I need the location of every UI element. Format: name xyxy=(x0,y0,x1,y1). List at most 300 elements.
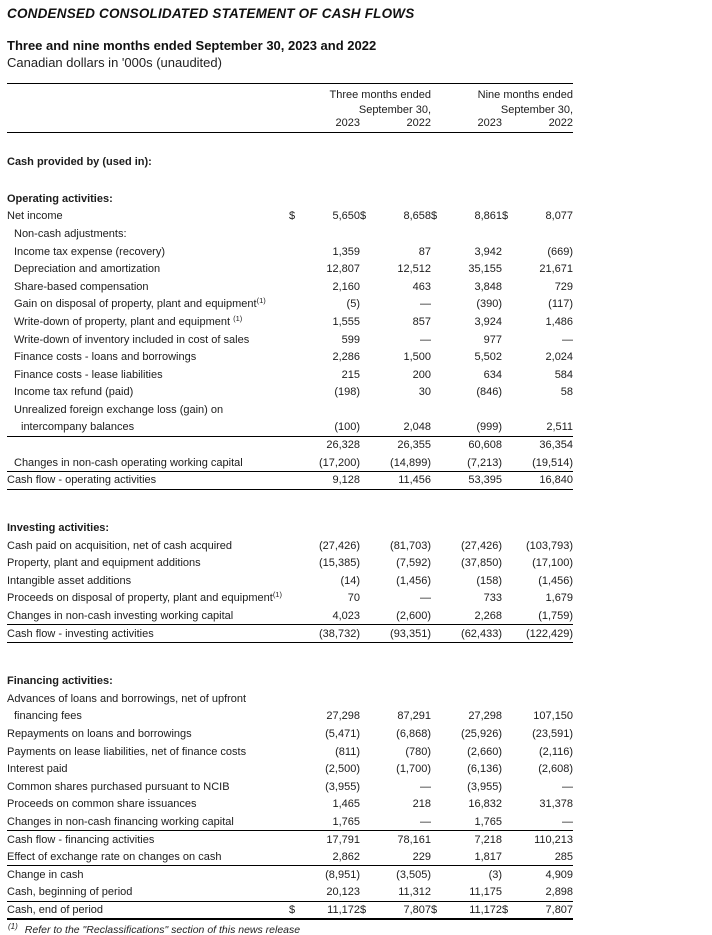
cell-value: 11,175 xyxy=(469,886,503,899)
row-label: Cash flow - financing activities xyxy=(7,831,289,849)
cell-value: 9,128 xyxy=(303,472,360,490)
currency-symbol xyxy=(289,190,303,208)
currency-symbol xyxy=(431,348,445,366)
cell-value: (3,955) xyxy=(325,780,360,793)
cell-value xyxy=(445,154,502,172)
cell-value xyxy=(374,519,431,537)
cell-value: (81,703) xyxy=(390,539,432,552)
currency-symbol xyxy=(431,848,445,866)
currency-symbol xyxy=(431,866,445,884)
cell-value: (5) xyxy=(346,298,360,311)
cell-value: (390) xyxy=(476,298,503,311)
footnote-ref: (1) xyxy=(272,590,282,600)
cell-value: 8,658 xyxy=(403,210,432,223)
row-label: Common shares purchased pursuant to NCIB xyxy=(7,780,230,793)
cell-value: 218 xyxy=(412,798,432,811)
currency-symbol xyxy=(431,436,445,454)
currency-symbol xyxy=(289,607,303,625)
currency-symbol xyxy=(289,419,303,437)
currency-symbol xyxy=(289,278,303,296)
currency-symbol xyxy=(502,625,516,643)
row-label: Write-down of property, plant and equipment $^{(1)}$ xyxy=(14,314,243,329)
row-label: intercompany balances xyxy=(21,421,135,434)
cell-value: 584 xyxy=(554,368,574,381)
currency-symbol xyxy=(502,384,516,402)
currency-symbol xyxy=(289,625,303,643)
cell-value xyxy=(516,672,573,690)
currency-symbol xyxy=(502,537,516,555)
currency-symbol xyxy=(289,296,303,314)
currency-symbol xyxy=(289,366,303,384)
cell-value: (27,426) xyxy=(319,539,360,552)
currency-symbol: $ xyxy=(431,901,445,919)
currency-symbol xyxy=(502,454,516,472)
currency-symbol xyxy=(360,625,374,643)
currency-symbol xyxy=(289,401,303,419)
table-row xyxy=(7,472,573,490)
row-label: Cash flow - investing activities xyxy=(7,625,289,643)
cell-value: — xyxy=(420,592,432,605)
currency-symbol xyxy=(289,243,303,261)
currency-symbol: $ xyxy=(502,210,509,223)
cell-value: 463 xyxy=(412,280,432,293)
currency-symbol xyxy=(360,831,374,849)
table-row xyxy=(7,436,573,454)
cell-value: 107,150 xyxy=(533,710,574,723)
currency-symbol xyxy=(502,725,516,743)
cell-value: (1,700) xyxy=(396,763,432,776)
currency-symbol xyxy=(360,384,374,402)
cell-value: (19,514) xyxy=(532,456,574,469)
year-header-2023-9m: 2023 xyxy=(445,116,502,133)
cell-value: (25,926) xyxy=(461,727,503,740)
cell-value: — xyxy=(562,815,574,828)
cell-value xyxy=(516,519,573,537)
currency-symbol xyxy=(360,243,374,261)
currency-symbol xyxy=(360,401,374,419)
currency-symbol xyxy=(360,672,374,690)
table-row xyxy=(7,778,573,796)
row-label: Cash flow - operating activities xyxy=(7,472,289,490)
header-years-row xyxy=(7,116,573,133)
currency-symbol xyxy=(360,883,374,901)
cell-value: (37,850) xyxy=(461,557,503,570)
cell-value xyxy=(374,154,431,172)
currency-symbol xyxy=(431,225,445,243)
currency-symbol xyxy=(360,607,374,625)
currency-symbol xyxy=(502,348,516,366)
cell-value: (2,660) xyxy=(467,745,503,758)
spacer-row xyxy=(7,489,573,519)
table-row xyxy=(7,331,573,349)
currency-symbol xyxy=(289,848,303,866)
currency-symbol xyxy=(360,260,374,278)
table-row xyxy=(7,590,573,608)
cell-value xyxy=(374,690,431,708)
currency-symbol xyxy=(289,831,303,849)
currency-symbol xyxy=(502,831,516,849)
year-header-2023-q3: 2023 xyxy=(303,116,360,133)
cell-value: 110,213 xyxy=(516,831,573,849)
currency-symbol xyxy=(289,436,303,454)
cell-value: — xyxy=(562,333,574,346)
cell-value: (6,136) xyxy=(467,763,503,776)
cell-value: 2,898 xyxy=(545,886,574,899)
currency-symbol xyxy=(431,831,445,849)
currency-symbol xyxy=(502,572,516,590)
cell-value xyxy=(445,690,502,708)
spacer-cell xyxy=(7,489,573,519)
currency-symbol xyxy=(289,313,303,331)
cell-value: — xyxy=(420,815,432,828)
currency-symbol: $ xyxy=(431,210,438,223)
cell-value: 8,861 xyxy=(474,210,503,223)
currency-symbol xyxy=(502,743,516,761)
currency-symbol xyxy=(360,554,374,572)
cell-value: (198) xyxy=(334,386,360,399)
cell-value: (811) xyxy=(335,745,360,758)
cell-value: (14) xyxy=(340,574,360,587)
table-row xyxy=(7,454,573,472)
cell-value: (3,505) xyxy=(374,866,431,884)
cell-value: 16,840 xyxy=(516,472,573,490)
spacer-cell xyxy=(7,642,573,672)
row-label: Cash, beginning of period xyxy=(7,886,133,899)
cell-value xyxy=(516,154,573,172)
currency-symbol xyxy=(360,154,374,172)
cell-value: (3,955) xyxy=(467,780,503,793)
table-row xyxy=(7,690,573,708)
spacer-row xyxy=(7,171,573,190)
cell-value: 3,942 xyxy=(474,245,503,258)
table-row xyxy=(7,572,573,590)
cell-value: 12,512 xyxy=(397,263,432,276)
cell-value: 87,291 xyxy=(397,710,432,723)
cell-value: 4,023 xyxy=(332,609,360,622)
table-row xyxy=(7,384,573,402)
currency-symbol xyxy=(502,607,516,625)
cell-value: 11,312 xyxy=(398,886,432,899)
row-label: Income tax expense (recovery) xyxy=(14,245,166,258)
cell-value: (7,213) xyxy=(467,456,503,469)
row-label: Proceeds on disposal of property, plant and equipment$^{(1)}$ xyxy=(7,590,282,605)
cell-value: 2,048 xyxy=(403,421,432,434)
table-row xyxy=(7,208,573,226)
year-header-2022-q3: 2022 xyxy=(374,116,431,133)
table-row xyxy=(7,607,573,625)
currency-symbol xyxy=(502,313,516,331)
currency-symbol xyxy=(360,331,374,349)
row-label: Effect of exchange rate on changes on cash xyxy=(7,850,222,863)
currency-symbol xyxy=(431,366,445,384)
spacer-row xyxy=(7,642,573,672)
row-label: Interest paid xyxy=(7,763,68,776)
currency-symbol: $ xyxy=(360,210,367,223)
currency-symbol xyxy=(431,672,445,690)
row-label: Proceeds on common share issuances xyxy=(7,798,197,811)
currency-symbol xyxy=(289,883,303,901)
row-label: Investing activities: xyxy=(7,521,110,534)
cell-value xyxy=(445,190,502,208)
cell-value: 8,077 xyxy=(545,210,574,223)
cell-value: (122,429) xyxy=(516,625,573,643)
section-row xyxy=(7,672,573,690)
cell-value: (3) xyxy=(445,866,502,884)
currency-symbol xyxy=(289,690,303,708)
table-row xyxy=(7,883,573,901)
cell-value: 20,123 xyxy=(326,886,360,899)
table-row xyxy=(7,401,573,419)
cell-value xyxy=(303,519,360,537)
currency-symbol xyxy=(360,313,374,331)
table-row xyxy=(7,366,573,384)
currency-symbol xyxy=(502,760,516,778)
cell-value: (17,200) xyxy=(319,456,360,469)
currency-symbol xyxy=(502,813,516,831)
cell-value: 78,161 xyxy=(374,831,431,849)
cell-value: (2,608) xyxy=(538,763,574,776)
row-label: Cash paid on acquisition, net of cash acquired xyxy=(7,539,233,552)
currency-symbol xyxy=(502,243,516,261)
table-row xyxy=(7,278,573,296)
currency-symbol xyxy=(360,725,374,743)
cell-value: 11,456 xyxy=(374,472,431,490)
cell-value: 1,359 xyxy=(332,245,360,258)
cell-value: (15,385) xyxy=(319,557,360,570)
year-header-2022-9m: 2022 xyxy=(516,116,573,133)
cell-value: (27,426) xyxy=(461,539,503,552)
currency-symbol: $ xyxy=(289,210,296,223)
table-row xyxy=(7,260,573,278)
cash-flow-table xyxy=(7,83,573,920)
header-spacer-cell xyxy=(502,116,516,133)
currency-symbol xyxy=(360,190,374,208)
currency-symbol xyxy=(360,454,374,472)
cell-value: (669) xyxy=(547,245,574,258)
header-spacer-cell xyxy=(289,116,303,133)
currency-symbol xyxy=(289,796,303,814)
currency-symbol xyxy=(289,454,303,472)
cell-value xyxy=(445,519,502,537)
table-row xyxy=(7,419,573,437)
currency-symbol xyxy=(360,366,374,384)
currency-symbol xyxy=(431,607,445,625)
currency-symbol xyxy=(502,225,516,243)
currency-symbol xyxy=(502,260,516,278)
row-label: Finance costs - loans and borrowings xyxy=(14,351,197,364)
currency-symbol xyxy=(289,813,303,831)
spacer-cell xyxy=(7,171,573,190)
table-row xyxy=(7,848,573,866)
cell-value: (100) xyxy=(334,421,360,434)
currency-symbol xyxy=(431,401,445,419)
footnote-ref: (1) xyxy=(256,296,266,306)
currency-symbol xyxy=(289,472,303,490)
currency-symbol xyxy=(502,190,516,208)
spacer-cell xyxy=(7,133,573,154)
cell-value: (1,456) xyxy=(538,574,574,587)
cell-value: 200 xyxy=(412,368,432,381)
currency-symbol xyxy=(431,796,445,814)
currency-symbol xyxy=(360,537,374,555)
cell-value: (93,351) xyxy=(374,625,431,643)
cell-value: (2,600) xyxy=(396,609,432,622)
cell-value: (62,433) xyxy=(445,625,502,643)
currency-symbol xyxy=(431,260,445,278)
table-row xyxy=(7,625,573,643)
cell-value: 3,924 xyxy=(474,316,503,329)
page-title: CONDENSED CONSOLIDATED STATEMENT OF CASH FLOWS xyxy=(7,6,415,21)
table-row xyxy=(7,313,573,331)
currency-symbol xyxy=(289,331,303,349)
currency-symbol xyxy=(360,572,374,590)
cell-value: 2,160 xyxy=(332,280,360,293)
cell-value: 733 xyxy=(483,592,503,605)
footnote-marker: (1) xyxy=(8,921,18,931)
cell-value: 1,500 xyxy=(403,351,432,364)
cell-value: 1,765 xyxy=(474,815,503,828)
currency-symbol xyxy=(502,331,516,349)
cell-value: (158) xyxy=(476,574,503,587)
currency-symbol xyxy=(502,296,516,314)
row-label: Payments on lease liabilities, net of finance costs xyxy=(7,745,247,758)
cell-value: 11,172 xyxy=(303,901,360,919)
currency-symbol xyxy=(431,743,445,761)
currency-symbol xyxy=(360,743,374,761)
cell-value: 2,511 xyxy=(546,421,574,434)
cell-value: (1,759) xyxy=(538,609,574,622)
cell-value: 977 xyxy=(483,333,503,346)
cell-value: 26,355 xyxy=(374,436,431,454)
table-row xyxy=(7,760,573,778)
currency-symbol xyxy=(431,419,445,437)
currency-symbol xyxy=(360,848,374,866)
cell-value: 2,268 xyxy=(474,609,503,622)
cell-value: 1,555 xyxy=(332,316,360,329)
currency-symbol xyxy=(431,278,445,296)
header-spacer-cell xyxy=(360,116,374,133)
currency-symbol xyxy=(289,743,303,761)
cell-value: 599 xyxy=(341,333,360,346)
row-label: Operating activities: xyxy=(7,192,113,205)
currency-symbol xyxy=(431,625,445,643)
cell-value: 53,395 xyxy=(445,472,502,490)
currency-symbol xyxy=(431,554,445,572)
cell-value: 729 xyxy=(554,280,574,293)
cell-value xyxy=(303,672,360,690)
cell-value: 5,650 xyxy=(332,210,360,223)
header-group-row-1 xyxy=(7,84,573,101)
footnote-text: Refer to the "Reclassifications" section of this news release xyxy=(24,923,301,935)
cell-value: 1,486 xyxy=(545,316,574,329)
cell-value: (846) xyxy=(476,386,503,399)
cell-value: 1,679 xyxy=(545,592,574,605)
currency-symbol xyxy=(360,278,374,296)
currency-symbol xyxy=(431,708,445,726)
row-label: Income tax refund (paid) xyxy=(14,386,134,399)
currency-symbol xyxy=(502,796,516,814)
cell-value: (2,500) xyxy=(325,763,360,776)
section-row xyxy=(7,519,573,537)
header-spacer-cell xyxy=(7,101,289,116)
currency-symbol xyxy=(431,778,445,796)
currency-unit-note: Canadian dollars in '000s (unaudited) xyxy=(7,55,222,70)
currency-symbol xyxy=(289,572,303,590)
cell-value xyxy=(303,190,360,208)
cell-value: 3,848 xyxy=(474,280,503,293)
currency-symbol xyxy=(289,708,303,726)
currency-symbol xyxy=(431,331,445,349)
cell-value: 7,807 xyxy=(374,901,431,919)
cell-value: 87 xyxy=(418,245,432,258)
currency-symbol xyxy=(502,401,516,419)
cell-value: 11,172 xyxy=(445,901,502,919)
currency-symbol xyxy=(431,154,445,172)
row-label: Non-cash adjustments: xyxy=(14,228,127,241)
currency-symbol xyxy=(360,590,374,608)
currency-symbol xyxy=(289,519,303,537)
cell-value: 7,218 xyxy=(445,831,502,849)
col-header-period-2: September 30, xyxy=(500,103,574,116)
cell-value xyxy=(516,690,573,708)
row-label: Share-based compensation xyxy=(14,280,149,293)
cell-value xyxy=(303,690,360,708)
currency-symbol xyxy=(431,313,445,331)
table-row xyxy=(7,554,573,572)
cell-value: 58 xyxy=(560,386,574,399)
currency-symbol xyxy=(360,760,374,778)
cell-value: 2,862 xyxy=(332,850,360,863)
currency-symbol xyxy=(289,760,303,778)
cell-value: 60,608 xyxy=(445,436,502,454)
currency-symbol xyxy=(431,296,445,314)
table-row xyxy=(7,348,573,366)
currency-symbol xyxy=(502,672,516,690)
cell-value xyxy=(374,225,431,243)
row-label: Finance costs - lease liabilities xyxy=(14,368,163,381)
row-label: Repayments on loans and borrowings xyxy=(7,727,192,740)
table-row xyxy=(7,537,573,555)
cell-value: 2,024 xyxy=(545,351,574,364)
col-header-three-months: Three months ended xyxy=(329,88,432,101)
currency-symbol xyxy=(431,590,445,608)
currency-symbol: $ xyxy=(360,901,374,919)
currency-symbol xyxy=(360,419,374,437)
cash-flow-table-body xyxy=(7,133,573,919)
currency-symbol xyxy=(289,348,303,366)
currency-symbol xyxy=(502,866,516,884)
currency-symbol xyxy=(502,690,516,708)
currency-symbol xyxy=(360,708,374,726)
currency-symbol xyxy=(289,866,303,884)
currency-symbol xyxy=(502,848,516,866)
cell-value: 215 xyxy=(341,368,360,381)
currency-symbol xyxy=(502,436,516,454)
cell-value: 35,155 xyxy=(468,263,503,276)
cell-value xyxy=(303,401,360,419)
row-label: Cash, end of period xyxy=(7,901,289,919)
currency-symbol xyxy=(431,454,445,472)
currency-symbol xyxy=(502,590,516,608)
row-label: Advances of loans and borrowings, net of upfront xyxy=(7,692,247,705)
cell-value: (23,591) xyxy=(532,727,574,740)
currency-symbol xyxy=(360,296,374,314)
cell-value: 36,354 xyxy=(516,436,573,454)
cell-value: (780) xyxy=(405,745,432,758)
cell-value: (38,732) xyxy=(303,625,360,643)
cell-value: 1,765 xyxy=(332,815,360,828)
table-row xyxy=(7,831,573,849)
